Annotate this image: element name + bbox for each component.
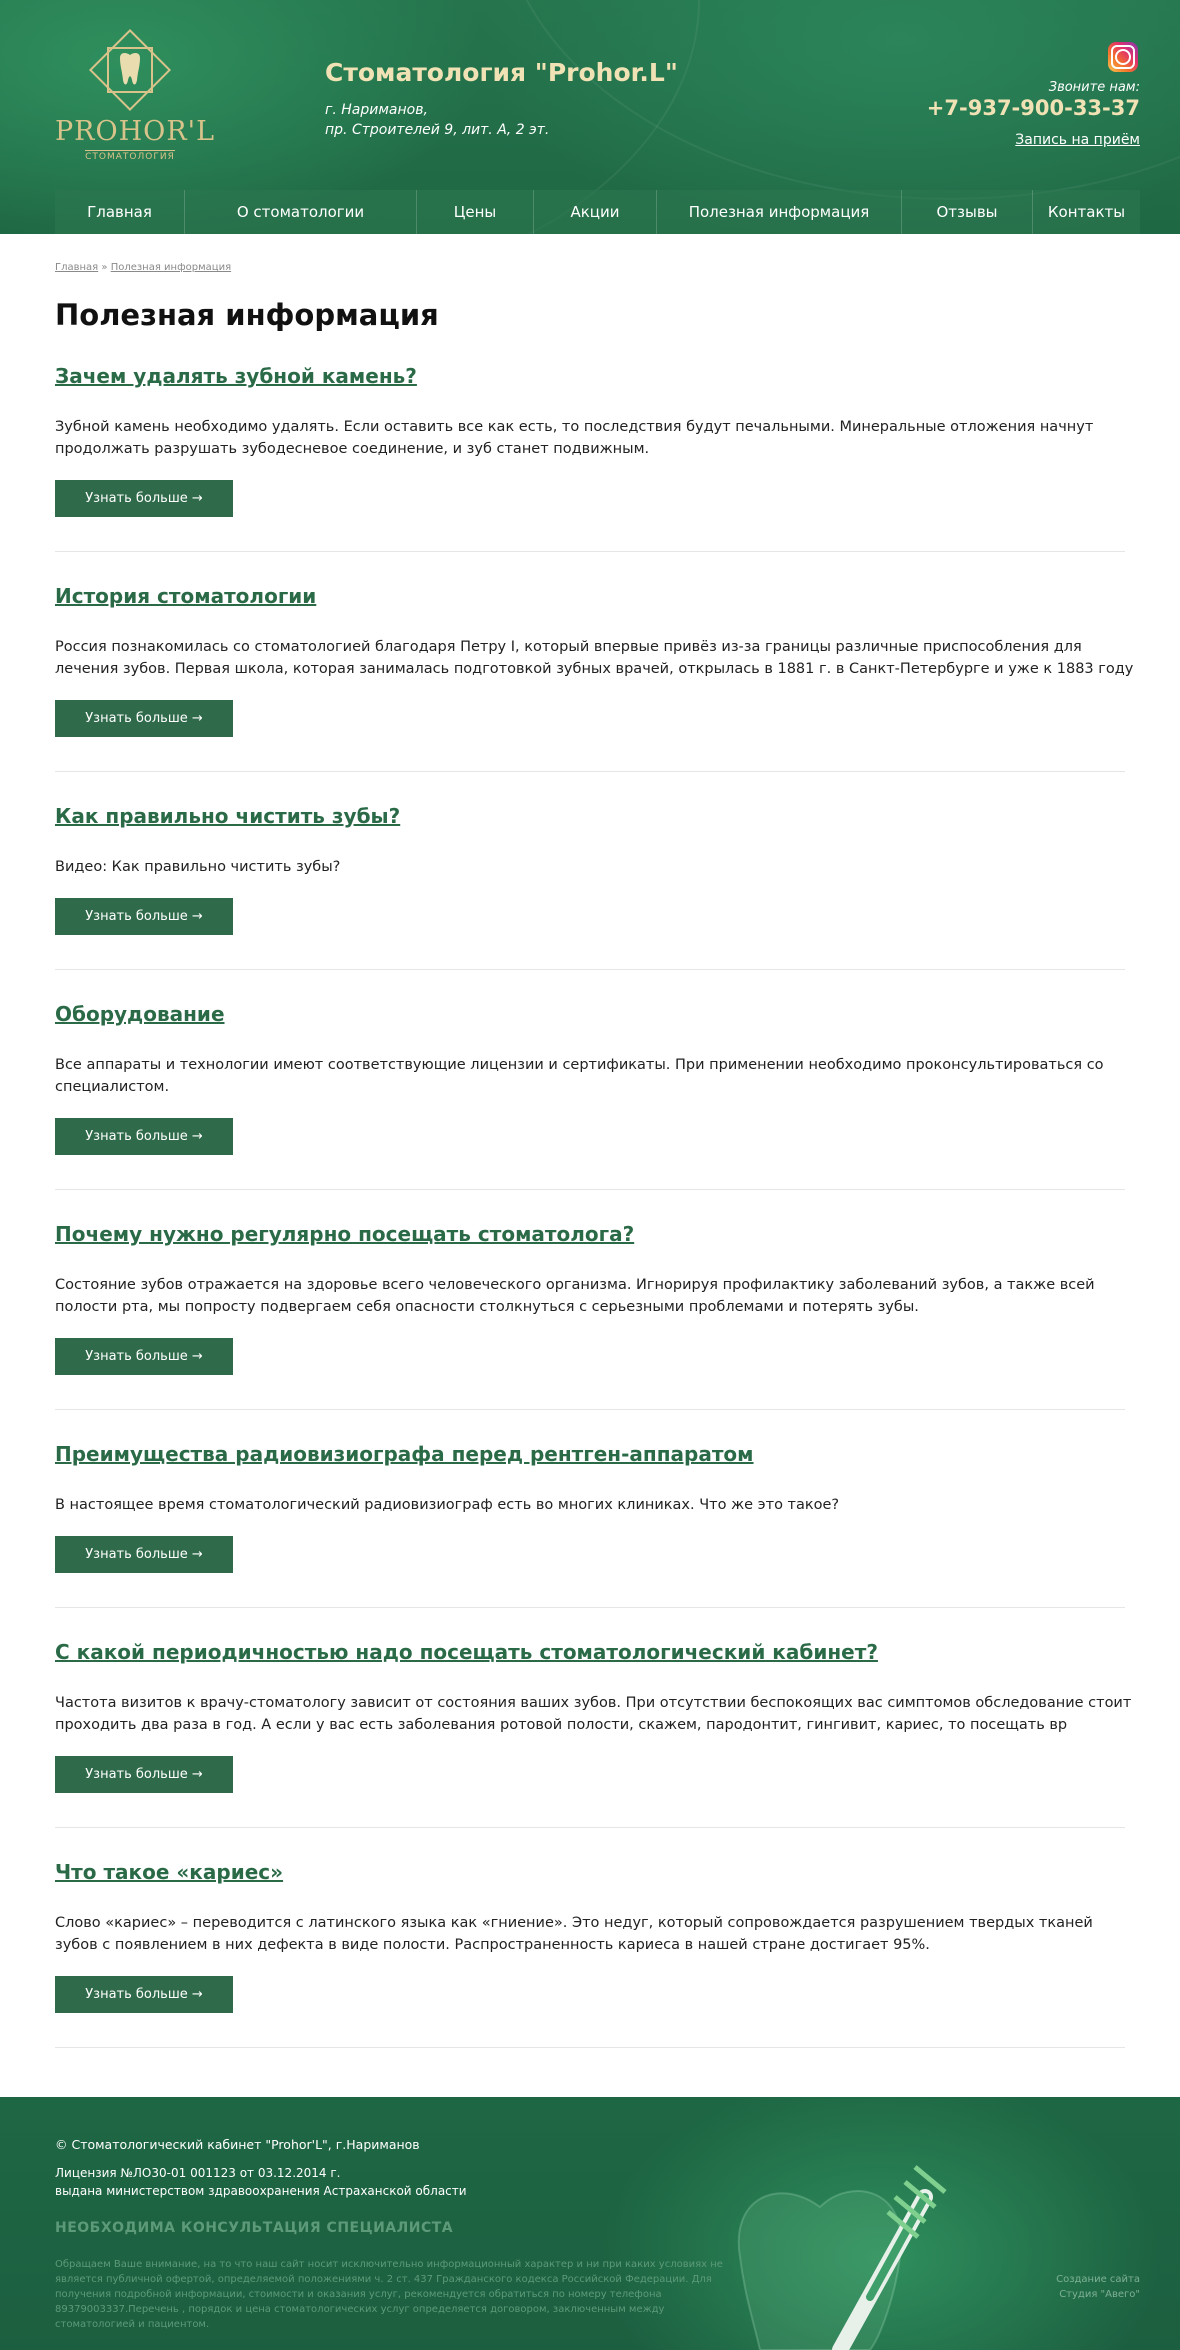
article-excerpt: Частота визитов к врачу-стоматологу зависит от состояния ваших зубов. При отсутствии беспокоящих вас симптомов обследование стоит проходить два раза в год. А если у вас есть заболевания ротовой полости, скажем, пародонтит, гингивит, кариес, то посещать вр bbox=[55, 1695, 1132, 1733]
address-line: пр. Строителей 9, лит. А, 2 эт. bbox=[325, 122, 550, 138]
logo-subtitle: СТОМАТОЛОГИЯ bbox=[85, 152, 175, 162]
footer-copyright: © Стоматологический кабинет "Prohor'L", г.Нариманов bbox=[55, 2137, 420, 2152]
clinic-address bbox=[325, 100, 549, 140]
footer-studio-link[interactable] bbox=[1056, 2272, 1140, 2302]
article-item bbox=[55, 584, 1134, 772]
article-title-link[interactable]: Оборудование bbox=[55, 1002, 225, 1026]
article-item bbox=[55, 1640, 1132, 1828]
article-excerpt: Слово «кариес» – переводится с латинского языка как «гниение». Это недуг, который сопровождается разрушением твердых тканей зубов с появлением в них дефекта в виде полости. Распространенность кариеса в нашей стране достигает 95%. bbox=[55, 1915, 1093, 1953]
nav-item[interactable]: Полезная информация bbox=[657, 190, 902, 234]
article-title-link[interactable]: Почему нужно регулярно посещать стоматолога? bbox=[55, 1222, 635, 1246]
article-title-link[interactable]: Зачем удалять зубной камень? bbox=[55, 364, 417, 388]
article-item bbox=[55, 1222, 1125, 1410]
article-excerpt: Зубной камень необходимо удалять. Если оставить все как есть, то последствия будут печальными. Минеральные отложения начнут продолжать разрушать зубодесневое соединение, и зуб станет подвижным. bbox=[55, 419, 1094, 457]
article-item bbox=[55, 804, 1125, 970]
breadcrumb-separator: » bbox=[98, 262, 111, 273]
article-excerpt: Видео: Как правильно чистить зубы? bbox=[55, 859, 341, 875]
footer-consult-heading: НЕОБХОДИМА КОНСУЛЬТАЦИЯ СПЕЦИАЛИСТА bbox=[55, 2220, 454, 2236]
article-excerpt: Россия познакомилась со стоматологией благодаря Петру I, который впервые привёз из-за границы различные приспособления для лечения зубов. Первая школа, которая занималась подготовкой зубных врачей, открылась в 1881 г. в Санкт-Петербурге и уже к 1883 году bbox=[55, 639, 1134, 677]
read-more-button[interactable]: Узнать больше → bbox=[55, 1976, 233, 2013]
license-line: Лицензия №ЛО30-01 001123 от 03.12.2014 г. bbox=[55, 2166, 341, 2180]
read-more-button[interactable]: Узнать больше → bbox=[55, 480, 233, 517]
toothbrush-illustration-icon bbox=[720, 2137, 980, 2350]
call-label: Звоните нам: bbox=[1048, 80, 1140, 95]
page-title: Полезная информация bbox=[55, 298, 439, 332]
main-nav bbox=[55, 190, 1140, 234]
read-more-button[interactable]: Узнать больше → bbox=[55, 1536, 233, 1573]
studio-line: Создание сайта bbox=[1056, 2274, 1140, 2285]
studio-line: Студия "Авего" bbox=[1059, 2289, 1140, 2300]
read-more-button[interactable]: Узнать больше → bbox=[55, 1756, 233, 1793]
footer-license bbox=[55, 2164, 467, 2200]
article-title-link[interactable]: С какой периодичностью надо посещать стоматологический кабинет? bbox=[55, 1640, 878, 1664]
tooth-emblem-icon bbox=[88, 28, 172, 112]
article-item bbox=[55, 1860, 1125, 2048]
article-excerpt: Состояние зубов отражается на здоровье всего человеческого организма. Игнорируя профилактику заболеваний зубов, а также всей полости рта, мы попросту подвергаем себя опасности столкнуться с серьезными проблемами и потерять зубы. bbox=[55, 1277, 1095, 1315]
nav-item[interactable]: Главная bbox=[55, 190, 185, 234]
breadcrumb-home-link[interactable]: Главная bbox=[55, 262, 99, 273]
main-content bbox=[0, 234, 1180, 2048]
site-footer bbox=[0, 2097, 1180, 2350]
article-title-link[interactable]: Как правильно чистить зубы? bbox=[55, 804, 401, 828]
read-more-button[interactable]: Узнать больше → bbox=[55, 898, 233, 935]
article-title-link[interactable]: Что такое «кариес» bbox=[55, 1860, 284, 1884]
site-title: Стоматология "Prohor.L" bbox=[325, 58, 678, 87]
site-header bbox=[0, 0, 1180, 234]
read-more-button[interactable]: Узнать больше → bbox=[55, 700, 233, 737]
appointment-link[interactable]: Запись на приём bbox=[1015, 132, 1140, 148]
breadcrumb-current-link[interactable]: Полезная информация bbox=[110, 262, 232, 273]
article-item bbox=[55, 1442, 1125, 1608]
nav-item[interactable]: Контакты bbox=[1047, 203, 1126, 221]
article-item bbox=[55, 1002, 1125, 1190]
address-line: г. Нариманов, bbox=[325, 102, 428, 118]
nav-item[interactable]: Акции bbox=[534, 190, 657, 234]
article-title-link[interactable]: Преимущества радиовизиографа перед рентген-аппаратом bbox=[55, 1442, 754, 1466]
instagram-icon[interactable] bbox=[1108, 42, 1138, 72]
article-list bbox=[55, 364, 1134, 2048]
article-item bbox=[55, 364, 1125, 552]
breadcrumb bbox=[55, 262, 1125, 276]
nav-item[interactable]: Отзывы bbox=[902, 190, 1033, 234]
license-line: выдана министерством здравоохранения Астраханской области bbox=[55, 2184, 467, 2198]
article-excerpt: В настоящее время стоматологический радиовизиограф есть во многих клиниках. Что же это такое? bbox=[55, 1497, 840, 1513]
read-more-button[interactable]: Узнать больше → bbox=[55, 1118, 233, 1155]
article-title-link[interactable]: История стоматологии bbox=[55, 584, 317, 608]
article-excerpt: Все аппараты и технологии имеют соответствующие лицензии и сертификаты. При применении необходимо проконсультироваться со специалистом. bbox=[55, 1057, 1104, 1095]
nav-item[interactable]: О стоматологии bbox=[185, 190, 417, 234]
phone-number[interactable]: +7-937-900-33-37 bbox=[926, 96, 1140, 120]
read-more-button[interactable]: Узнать больше → bbox=[55, 1338, 233, 1375]
nav-item[interactable]: Цены bbox=[417, 190, 534, 234]
logo-name: PROHOR'L bbox=[55, 116, 215, 147]
footer-disclaimer: Обращаем Ваше внимание, на то что наш сайт носит исключительно информационный характер и ни при каких условиях не является публичной офертой, определяемой положениями ч. 2 ст. 437 Гражданского кодекса Российской Федерации. Для получения подробной информации, стоимости и оказания услуг, рекомендуется обратиться по номеру телефона 89379003337.Перечень , порядок и цена стоматологических услуг определяется договором, заключенным между стоматологией и пациентом. bbox=[55, 2259, 723, 2330]
logo[interactable] bbox=[55, 28, 215, 168]
